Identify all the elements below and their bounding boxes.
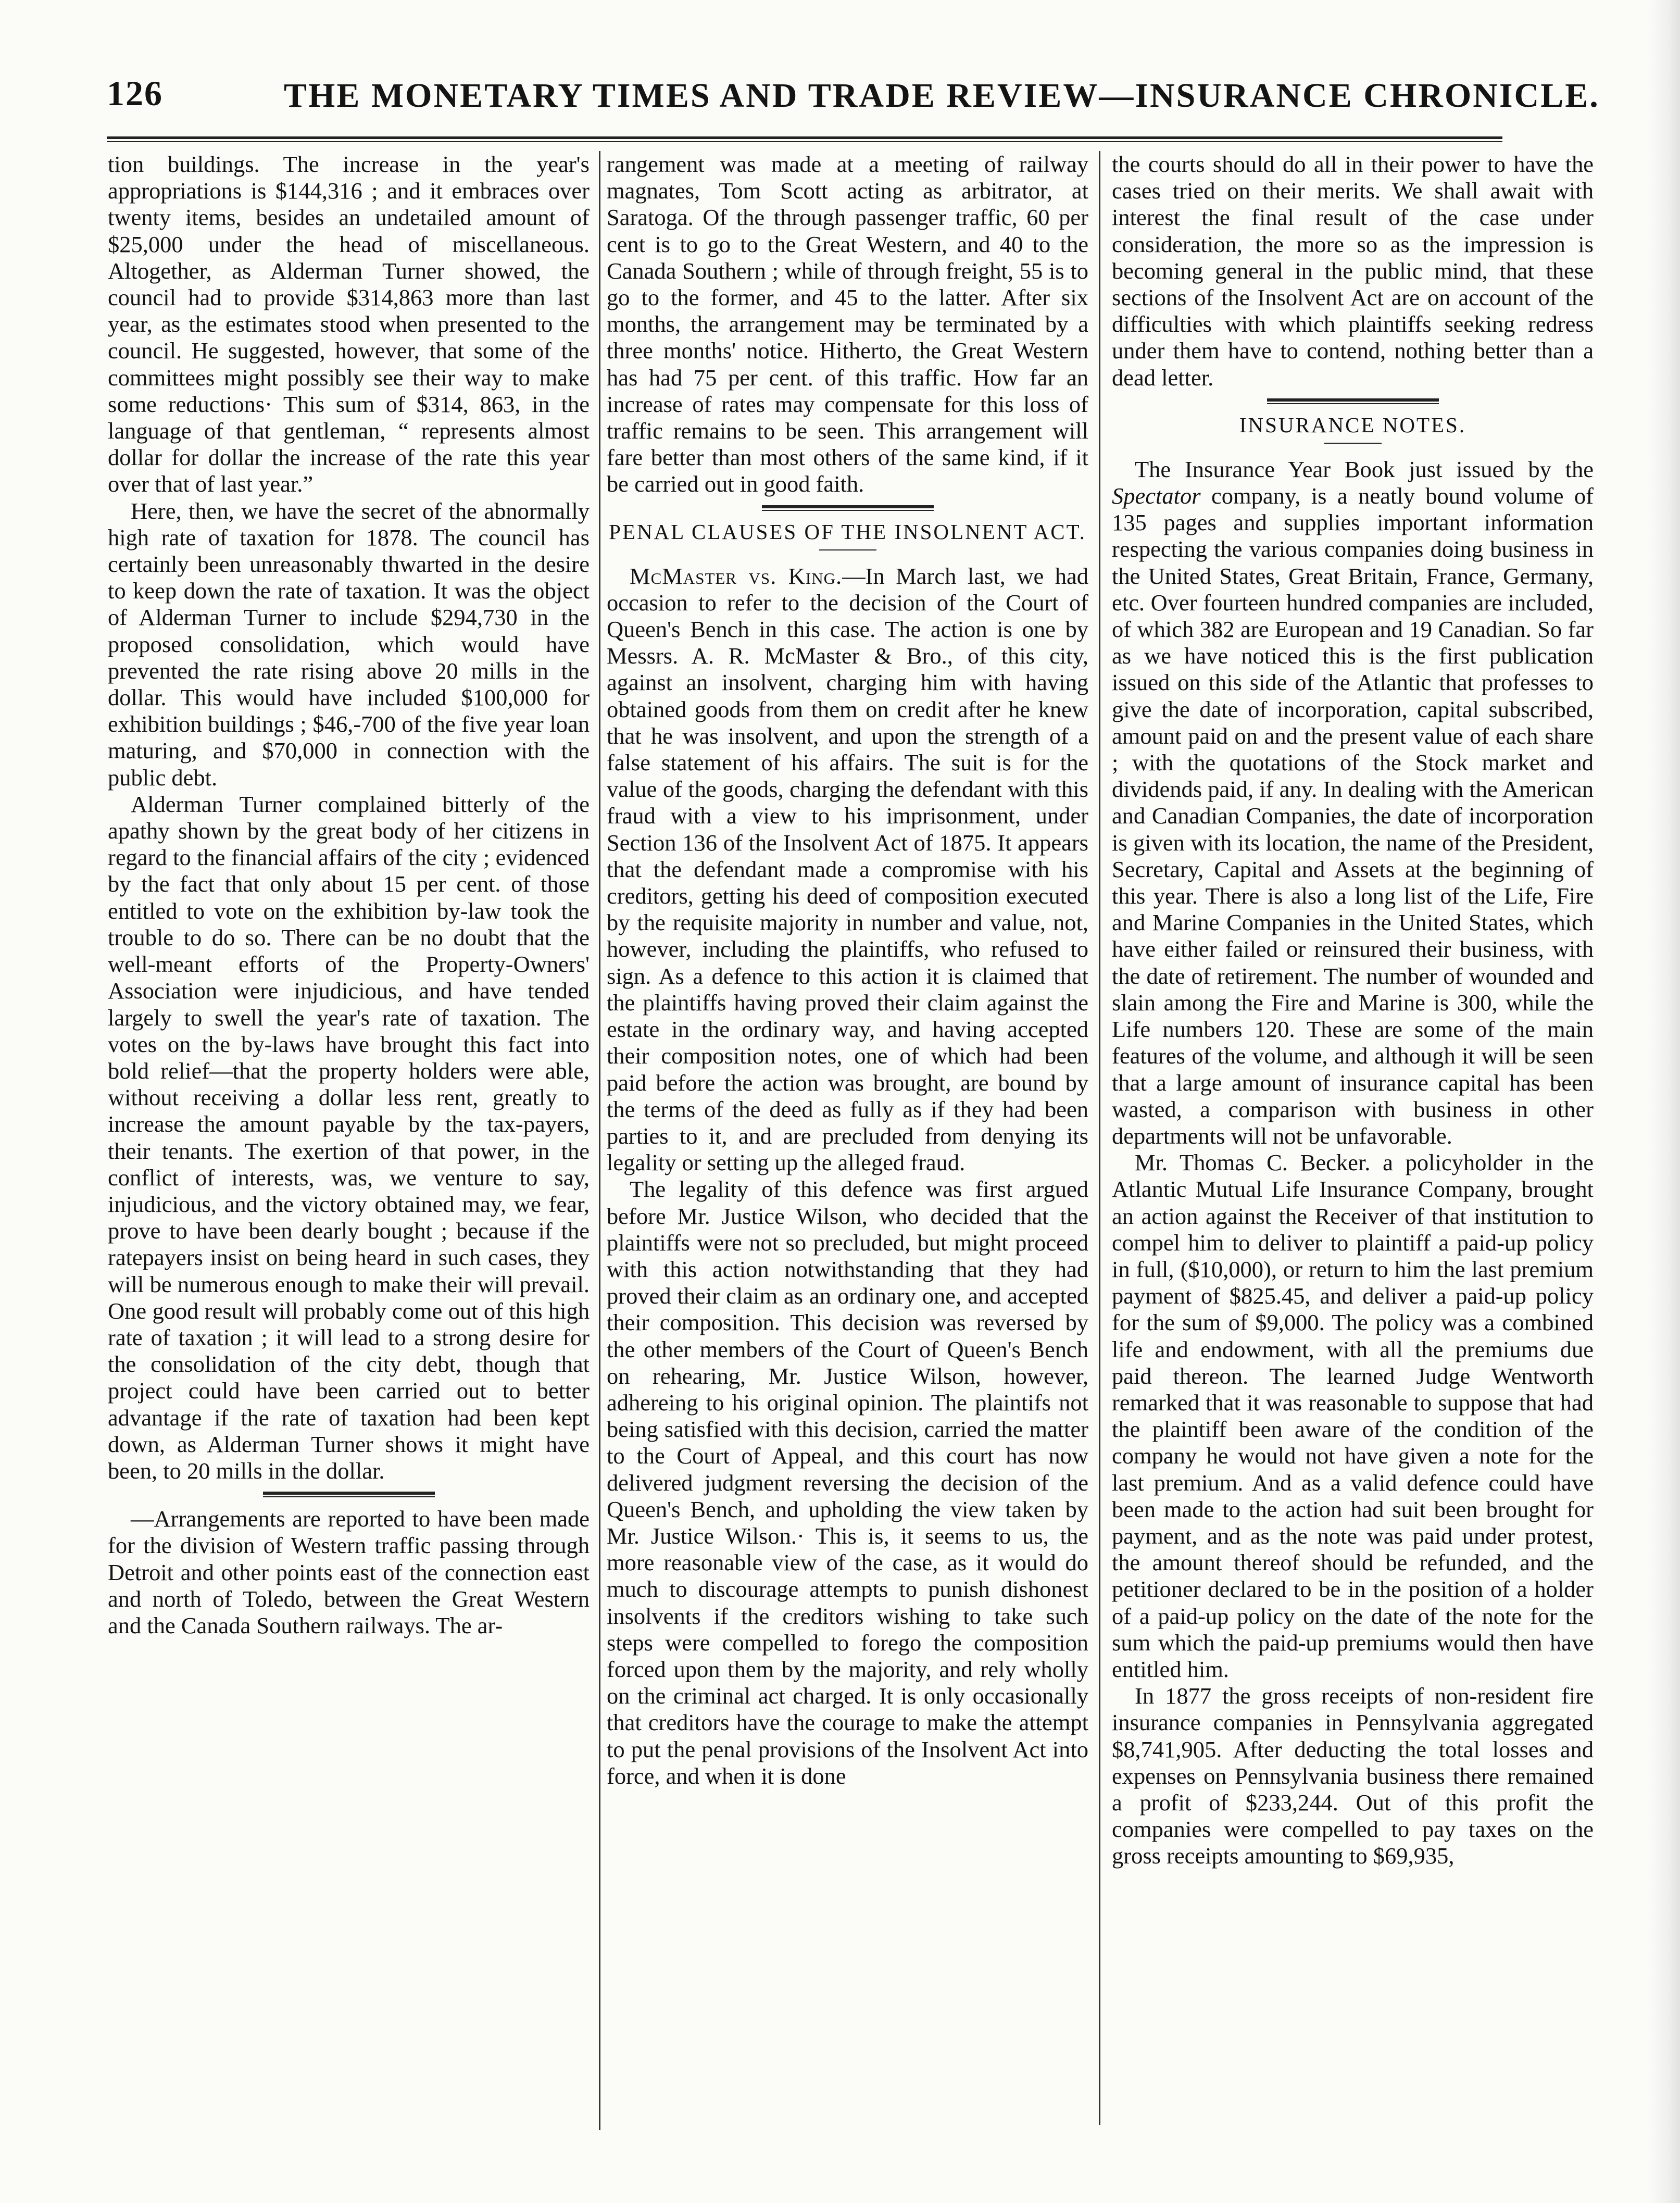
paragraph: rangement was made at a meeting of railway magnates, Tom Scott acting as arbitrator, at Saratoga. Of the through passenger traffic, 60 per cent is to go to the Great Western, and 40 to the Canada Southern ; while of through freight, 55 is to go to the former, and 45 to the latter. After six months, the arrangement may be terminated by a three months' notice. Hitherto, the Great Western has had 75 per cent. of this traffic. How far an increase of rates may compensate for this loss of traffic remains to be seen. This arrangement will fare better than most others of the same kind, if it be carried out in good faith.: [607, 151, 1088, 497]
paragraph: In 1877 the gross receipts of non-resident fire insurance companies in Pennsylvania aggregated $8,741,905. After deducting the total losses and expenses on Pennsylvania business there remained a profit of $233,244. Out of this profit the companies were compelled to pay taxes on the gross receipts amounting to $69,935,: [1112, 1683, 1594, 1869]
heading-rule: [1324, 443, 1382, 444]
page-number: 126: [107, 73, 163, 113]
paragraph: [607, 563, 1088, 1176]
page-header: [107, 61, 1600, 129]
paragraph: —Arrangements are reported to have been made for the division of Western traffic passing through Detroit and other points east of the connection east and north of Toledo, between the Great Western and the Canada Southern railways. The ar-: [108, 1506, 590, 1638]
heading-rule: [819, 549, 876, 550]
paragraph-text: company, is a neatly bound volume of 135 pages and supplies important information respecting the various companies doing business in the United States, Great Britain, France, Germany, etc. Over fourteen hundred companies are included, of which 382 are European and 19 Canadian. So far as we have noticed this is the first publication issued on this side of the Atlantic that professes to give the date of incorporation, capital subscribed, amount paid on and the present value of each share ; with the quotations of the Stock market and dividends paid, if any. In dealing with the American and Canadian Companies, the date of incorporation is given with its location, the name of the President, Secretary, Capital and Assets at the beginning of this year. There is also a long list of the Life, Fire and Marine Companies in the United States, which have either failed or reinsured their business, with the date of retirement. The number of wounded and slain among the Fire and Marine is 300, while the Life numbers 120. These are some of the main features of the volume, and although it will be seen that a large amount of insurance capital has been wasted, a comparison with business in other departments will not be unfavorable.: [1112, 483, 1594, 1149]
paragraph-text: —In March last, we had occasion to refer to the decision of the Court of Queen's Bench in this case. The action is one by Messrs. A. R. McMaster & Bro., of this city, against an insolvent, charging him with having obtained goods from them on credit after he knew that he was insolvent, and upon the strength of a false statement of his affairs. The suit is for the value of the goods, charging the defendant with this fraud with a view to his imprisonment, under Section 136 of the Insolvent Act of 1875. It appears that the defendant made a compromise with his creditors, getting his deed of composition executed by the requisite majority in number and value, not, however, including the plaintiffs, who refused to sign. As a defence to this action it is claimed that the plaintiffs having proved their claim against the estate in the ordinary way, and having accepted their composition notes, one of which had been paid before the action was brought, are bound by the terms of the deed as fully as if they had been parties to it, and are precluded from denying its legality or setting up the alleged fraud.: [607, 562, 1088, 1176]
paragraph: Mr. Thomas C. Becker. a policyholder in the Atlantic Mutual Life Insurance Company, brought an action against the Receiver of that institution to compel him to deliver to plaintiff a paid-up policy in full, ($10,000), or return to him the last premium payment of $825.45, and deliver a paid-up policy for the sum of $9,000. The policy was a combined life and endowment, with all the premiums due paid thereon. The learned Judge Wentworth remarked that it was reasonable to suppose that had the plaintiff been aware of the condition of the company he would not have given a note for the last premium. And as a valid defence could have been made to the action had suit been brought for payment, and as the note was paid under protest, the amount thereof should be refunded, and the petitioner declared to be in the position of a holder of a paid-up policy on the date of the note for the sum which the paid-up premiums would then have entitled him.: [1112, 1149, 1594, 1682]
header-rule: [107, 136, 1502, 142]
column-3: [1112, 151, 1594, 1870]
paragraph: tion buildings. The increase in the year's appropriations is $144,316 ; and it embraces over twenty items, besides an undetailed amount of $25,000 under the head of miscellaneous. Altogether, as Alderman Turner showed, the council had to provide $314,863 more than last year, as the estimates stood when presented to the council. He suggested, however, that some of the committees might possibly see their way to make some reductions· This sum of $314, 863, in the language of that gentleman, “ represents almost dollar for dollar the increase of the rate this year over that of last year.”: [108, 151, 590, 497]
column-1: [108, 151, 590, 1639]
column-divider: [1099, 151, 1100, 2125]
paragraph: the courts should do all in their power to have the cases tried on their merits. We shall await with interest the final result of the case under consideration, the more so as the impression is becoming general in the public mind, that these sections of the Insolvent Act are on account of the difficulties with which plaintiffs seeking redress under them have to contend, nothing better than a dead letter.: [1112, 151, 1594, 391]
section-separator: [263, 1492, 435, 1497]
article-heading: INSURANCE NOTES.: [1239, 412, 1466, 437]
paragraph: [1112, 456, 1594, 1149]
paragraph-text: The Insurance Year Book just issued by the: [1135, 456, 1594, 482]
paragraph: The legality of this defence was first argued before Mr. Justice Wilson, who decided that the plaintiffs were not so precluded, but might proceed with this action notwithstanding that they had proved their claim as an ordinary one, and accepted their composition. This decision was reversed by the other members of the Court of Queen's Bench on rehearing, Mr. Justice Wilson, however, adhereing to his original opinion. The plaintifs not being satisfied with this decision, carried the matter to the Court of Appeal, and this court has now delivered judgment reversing the decision of the Queen's Bench, and upholding the view taken by Mr. Justice Wilson.· This is, it seems to us, the more reasonable view of the case, as it would do much to discourage attempts to punish dishonest insolvents if the creditors wishing to take such steps were compelled to forego the composition forced upon them by the majority, and rely wholly on the criminal act charged. It is only occasionally that creditors have the courage to make the attempt to put the penal provisions of the Insolvent Act into force, and when it is done: [607, 1176, 1088, 1789]
case-name: McMaster vs. King.: [630, 562, 843, 589]
section-separator: [1267, 398, 1439, 404]
paragraph: Alderman Turner complained bitterly of the apathy shown by the great body of her citizens in regard to the financial affairs of the city ; evidenced by the fact that only about 15 per cent. of those entitled to vote on the exhibition by-law took the trouble to do so. There can be no doubt that the well-meant efforts of the Property-Owners' Association were injudicious, and have tended largely to swell the year's rate of taxation. The votes on the by-laws have brought this fact into bold relief—that the property holders were able, without receiving a dollar less rent, greatly to increase the amount payable by the tax-payers, their tenants. The exertion of that power, in the conflict of interests, was, we venture to say, injudicious, and the victory obtained may, we fear, prove to have been dearly bought ; because if the ratepayers insist on being heard in such cases, they will be numerous enough to make their will prevail. One good result will probably come out of this high rate of taxation ; it will lead to a strong desire for the consolidation of the city debt, though that project could have been carried out to better advantage if the rate of taxation had been kept down, as Alderman Turner shows it might have been, to 20 mills in the dollar.: [108, 791, 590, 1484]
column-2: [607, 151, 1088, 1789]
page-edge: [1649, 0, 1680, 2203]
section-separator: [762, 505, 934, 511]
article-heading: PENAL CLAUSES OF THE INSOLNENT ACT.: [609, 519, 1086, 544]
paragraph: Here, then, we have the secret of the abnormally high rate of taxation for 1878. The council has certainly been unreasonably thwarted in the desire to keep down the rate of taxation. It was the object of Alderman Turner to include $294,730 in the proposed consolidation, which would have prevented the rate rising above 20 mills in the dollar. This would have included $100,000 for exhibition buildings ; $46,-700 of the five year loan maturing, and $70,000 in connection with the public debt.: [108, 497, 590, 791]
running-title: THE MONETARY TIMES AND TRADE REVIEW—INSURANCE CHRONICLE.: [284, 77, 1600, 115]
publication-name: Spectator: [1112, 483, 1201, 509]
column-divider: [599, 151, 600, 2130]
